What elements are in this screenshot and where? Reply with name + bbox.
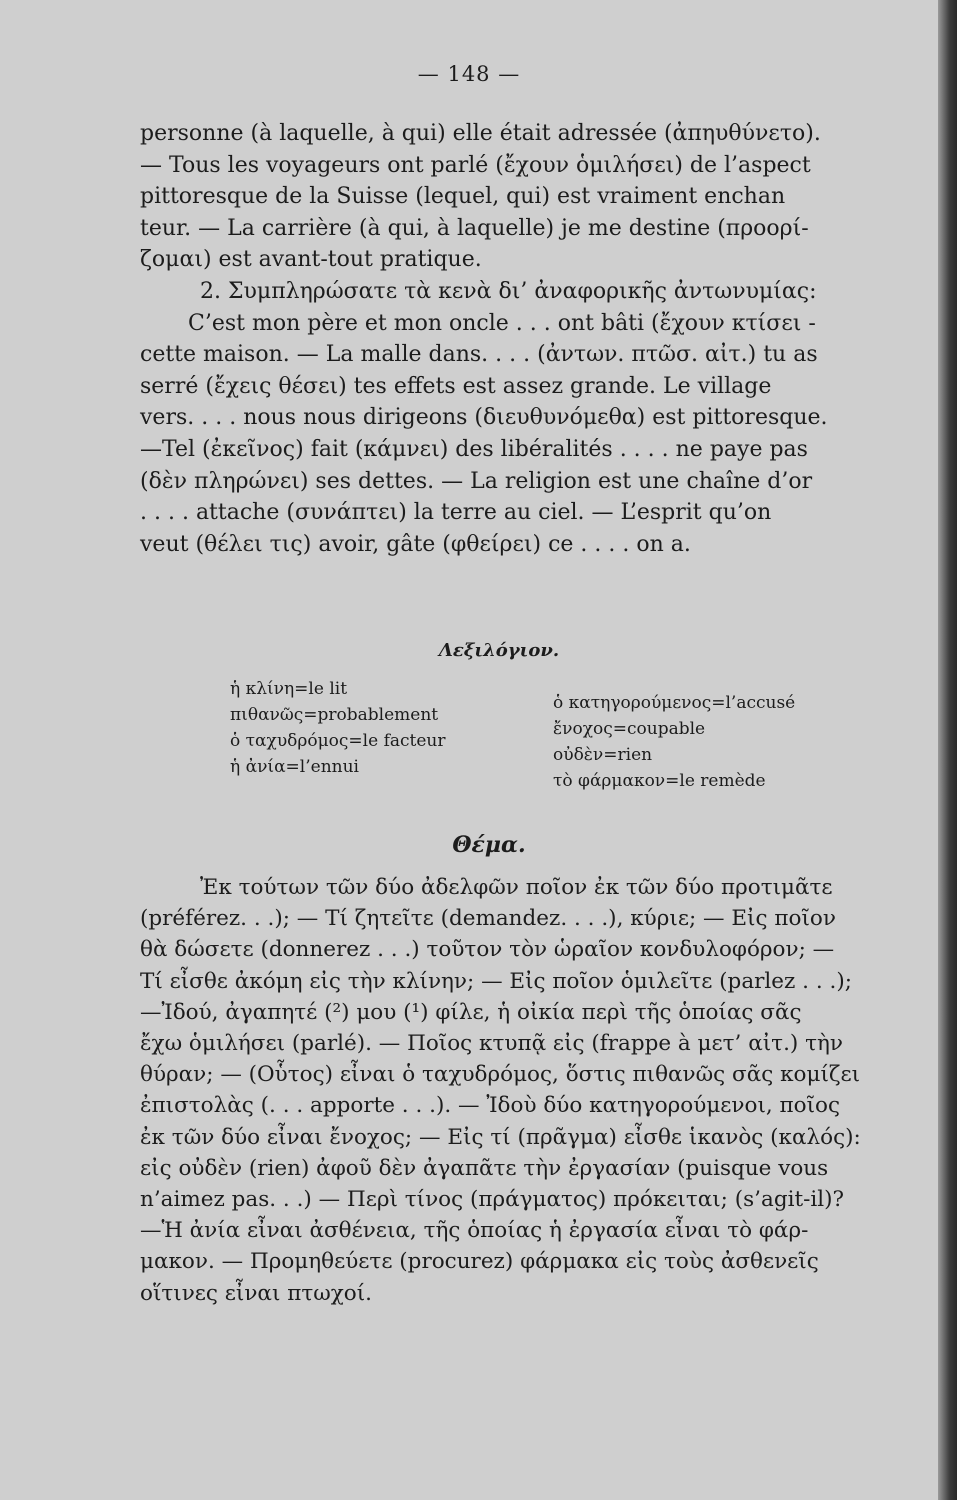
vocab-item: ἡ κλίνη=le lit (230, 679, 348, 699)
exercise-2-heading: 2. Συμπληρώσατε τὰ κενὰ δι’ ἀναφορικῆς ἀντωνυμίας: (200, 278, 817, 304)
text-line: Τί εἶσθε ἀκόμη εἰς τὴν κλίνην; — Εἰς ποῖον ὁμιλεῖτε (parlez . . .); (140, 968, 852, 994)
text-line: —Ἡ ἀνία εἶναι ἀσθένεια, τῆς ὁποίας ἡ ἐργασία εἶναι τὸ φάρ- (140, 1218, 809, 1244)
text-line: personne (à laquelle, à qui) elle était adressée (ἀπηυθύνετο). (140, 121, 821, 146)
text-line: ἐπιστολὰς (. . . apporte . . .). — Ἰδοὺ δύο κατηγορούμενοι, ποῖος (140, 1093, 841, 1119)
text-line: pittoresque de la Suisse (lequel, qui) est vraiment enchan (140, 184, 786, 210)
text-line: (δὲν πληρώνει) ses dettes. — La religion est une chaîne d’or (140, 468, 813, 494)
lexicon-heading: Λεξιλόγιον. (438, 640, 560, 661)
vocab-item: ἔνοχος=coupable (553, 719, 706, 739)
text-line: teur. — La carrière (à qui, à laquelle) je me destine (προορί- (140, 215, 809, 241)
text-line: ἐκ τῶν δύο εἶναι ἔνοχος; — Εἰς τί (πρᾶγμα) εἶσθε ἱκανὸς (καλός): (140, 1124, 861, 1150)
text-line: οἵτινες εἶναι πτωχοί. (140, 1280, 372, 1306)
text-line: — Tous les voyageurs ont parlé (ἔχουν ὁμιλήσει) de l’aspect (140, 152, 811, 178)
text-line: vers. . . . nous nous dirigeons (διευθυνόμεθα) est pittoresque. (140, 405, 828, 431)
text-line: —Ἰδού, ἀγαπητέ (²) μου (¹) φίλε, ἡ οἰκία περὶ τῆς ὁποίας σᾶς (140, 999, 802, 1025)
text-line: . . . . attache (συνάπτει) la terre au ciel. — L’esprit qu’on (140, 500, 772, 526)
vocab-item: ἡ ἀνία=l’ennui (230, 757, 359, 777)
vocab-list-right (553, 690, 795, 794)
vocab-list-left (230, 676, 446, 780)
vocab-item: ὁ κατηγορούμενος=l’accusé (553, 693, 796, 713)
vocab-item: ὁ ταχυδρόμος=le facteur (230, 731, 446, 751)
text-line: n’aimez pas. . .) — Περὶ τίνος (πράγματος) πρόκειται; (s’agit-il)? (140, 1187, 845, 1213)
text-line: θὰ δώσετε (donnerez . . .) τοῦτον τὸν ὡραῖον κονδυλοφόρον; — (140, 937, 835, 963)
text-line: (préférez. . .); — Τί ζητεῖτε (demandez. . . .), κύριε; — Εἰς ποῖον (140, 906, 836, 932)
vocab-item: πιθανῶς=probablement (230, 705, 439, 725)
text-line: ἔχω ὁμιλήσει (parlé). — Ποῖος κτυπᾷ εἰς (frappe à μετ’ αἰτ.) τὴν (140, 1031, 843, 1057)
text-line: —Tel (ἐκεῖνος) fait (κάμνει) des libéralités . . . . ne paye pas (140, 436, 808, 462)
text-line: cette maison. — La malle dans. . . . (ἀντων. πτῶσ. αἰτ.) tu as (140, 342, 818, 368)
page-edge-shadow (938, 0, 957, 1500)
text-line: Ἐκ τούτων τῶν δύο ἀδελφῶν ποῖον ἐκ τῶν δύο προτιμᾶτε (200, 875, 833, 900)
text-line: εἰς οὐδὲν (rien) ἀφοῦ δὲν ἀγαπᾶτε τὴν ἐργασίαν (puisque vous (140, 1155, 829, 1181)
text-line: ζομαι) est avant-tout pratique. (140, 247, 482, 273)
text-line: C’est mon père et mon oncle . . . ont bâti (ἔχουν κτίσει - (188, 310, 816, 336)
text-line: θύραν; — (Οὗτος) εἶναι ὁ ταχυδρόμος, ὅστις πιθανῶς σᾶς κομίζει (140, 1062, 861, 1088)
exercise-text (140, 118, 906, 560)
text-line: serré (ἔχεις θέσει) tes effets est assez grande. Le village (140, 373, 772, 399)
vocab-item: τὸ φάρμακον=le remède (553, 771, 766, 791)
page-number: — 148 — (417, 62, 521, 86)
vocab-item: οὐδὲν=rien (553, 745, 653, 765)
text-line: veut (θέλει τις) avoir, gâte (φθείρει) ce . . . . on a. (140, 531, 691, 557)
theme-heading: Θέμα. (452, 832, 526, 858)
text-line: μακον. — Προμηθεύετε (procurez) φάρμακα εἰς τοὺς ἀσθενεῖς (140, 1249, 819, 1275)
theme-text (140, 872, 906, 1309)
